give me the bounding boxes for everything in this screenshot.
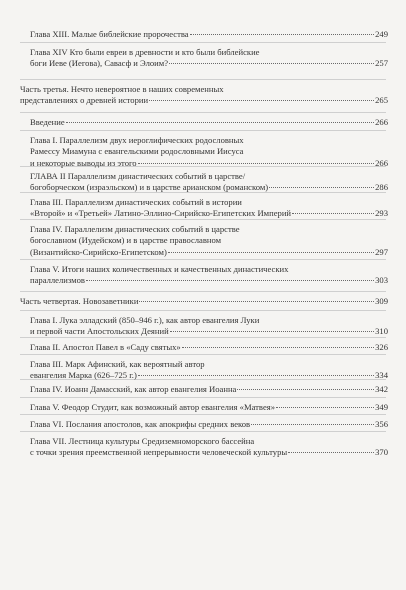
toc-entry[interactable] <box>30 436 388 459</box>
toc-entry-last-line <box>30 247 388 258</box>
toc-entry[interactable] <box>30 342 388 353</box>
toc-entry-title-line: представлениях о древней истории <box>20 95 149 106</box>
page-number: 310 <box>375 326 388 337</box>
toc-entry-title-line: Глава III. Параллелизм династических событий в истории <box>30 197 242 207</box>
toc-entry-title-line: Глава V. Итоги наших количественных и качественных династических <box>30 264 289 274</box>
separator-line <box>20 310 386 311</box>
dot-leader <box>237 389 374 390</box>
separator-line <box>20 431 386 432</box>
dot-leader <box>66 122 374 123</box>
toc-entry-title-line: богоборческом (израэльском) и в царстве арианском (романском) <box>30 182 269 193</box>
toc-entry-last-line <box>30 208 388 219</box>
toc-entry-last-line <box>30 182 388 193</box>
toc-entry-last-line <box>20 296 388 307</box>
dot-leader <box>86 280 374 281</box>
page-number: 342 <box>375 384 388 394</box>
toc-entry-last-line <box>30 117 388 128</box>
separator-line <box>20 354 386 355</box>
separator-line <box>20 130 386 131</box>
toc-entry-title-line: Глава VII. Лестница культуры Средиземноморского бассейна <box>30 436 255 446</box>
separator-line <box>20 291 386 292</box>
toc-entry[interactable] <box>30 29 388 40</box>
dot-leader <box>251 424 374 425</box>
toc-entry-last-line <box>30 158 388 169</box>
toc-entry[interactable] <box>30 419 388 430</box>
toc-entry-title-line: Глава XIV Кто были евреи в древности и кто были библейские <box>30 47 260 57</box>
toc-entry-title-line: (Византийско-Сирийско-Египетском) <box>30 246 167 257</box>
dot-leader <box>276 407 374 408</box>
page-number: 266 <box>375 157 388 168</box>
toc-entry-title-line: Глава I. Лука элладский (850–946 г.), как автор евангелия Луки <box>30 315 260 325</box>
page-number: 334 <box>375 370 388 381</box>
page-number: 293 <box>375 208 388 219</box>
toc-entry-last-line <box>30 29 388 40</box>
page-number: 297 <box>375 246 388 257</box>
page-number: 370 <box>375 447 388 458</box>
toc-entry[interactable] <box>30 117 388 128</box>
toc-entry-title-line: Часть четвертая. Новозаветники <box>20 296 139 306</box>
dot-leader <box>170 331 374 332</box>
toc-entry[interactable] <box>20 296 388 307</box>
dot-leader <box>139 301 374 302</box>
toc-entry-last-line <box>30 326 388 337</box>
toc-entry-title-line: Введение <box>30 117 65 127</box>
toc-entry-title-line: Глава II. Апостол Павел в «Саду святых» <box>30 342 181 352</box>
dot-leader <box>292 213 374 214</box>
page-number: 326 <box>375 342 388 352</box>
dot-leader <box>138 163 375 164</box>
toc-entry-last-line <box>30 384 388 395</box>
toc-entry-title-line: Глава XIII. Малые библейские пророчества <box>30 29 189 39</box>
separator-line <box>20 112 386 113</box>
toc-entry-title-line: Рамессу Миамуна с евангельскими родословными Иисуса <box>30 146 244 157</box>
toc-entry-last-line <box>30 402 388 413</box>
toc-entry-last-line <box>30 275 388 286</box>
toc-entry-title-line: Глава IV. Иоанн Дамасский, как автор евангелия Иоанна <box>30 384 237 394</box>
toc-entry[interactable] <box>30 171 388 194</box>
toc-entry-title-line: Глава IV. Параллелизм династических событий в царстве <box>30 224 240 234</box>
toc-entry[interactable] <box>30 315 388 338</box>
toc-entry[interactable] <box>30 402 388 413</box>
toc-entry[interactable] <box>30 384 388 395</box>
toc-entry-title-line: боги Иеве (Иегова), Савасф и Элоим? <box>30 58 169 69</box>
toc-entry[interactable] <box>20 84 388 107</box>
toc-entry-last-line <box>30 58 388 69</box>
toc-entry-last-line <box>20 95 388 106</box>
toc-entry-title-line: Глава I. Параллелизм двух иероглифических родословных <box>30 135 244 145</box>
toc-entry[interactable] <box>30 47 388 70</box>
page-number: 266 <box>375 117 388 127</box>
toc-entry-title-line: и некоторые выводы из этого <box>30 157 137 168</box>
toc-entry-title-line: и первой части Апостольских Деяний <box>30 326 169 337</box>
page-number: 349 <box>375 402 388 412</box>
separator-line <box>20 79 386 80</box>
toc-entry[interactable] <box>30 359 388 382</box>
toc-entry[interactable] <box>30 197 388 220</box>
toc-entry-title-line: Глава VI. Послания апостолов, как апокрифы средних веков <box>30 419 251 429</box>
page-number: 356 <box>375 419 388 429</box>
dot-leader <box>138 375 374 376</box>
toc-entry[interactable] <box>30 224 388 258</box>
dot-leader <box>288 452 374 453</box>
toc-entry-title-line: богославном (Иудейском) и в царстве православном <box>30 235 222 246</box>
page-number: 309 <box>375 296 388 306</box>
separator-line <box>20 414 386 415</box>
toc-entry-title-line: Глава III. Марк Афинский, как вероятный автор <box>30 359 205 369</box>
dot-leader <box>149 100 374 101</box>
toc-entry-title-line: «Второй» и «Третьей» Латино-Эллино-Сирийско-Египетских Империй <box>30 208 292 219</box>
separator-line <box>20 42 386 43</box>
dot-leader <box>182 347 374 348</box>
page-number: 303 <box>375 275 388 286</box>
toc-entry[interactable] <box>30 264 388 287</box>
toc-entry-title-line: с точки зрения преемственной непрерывности человеческой культуры <box>30 447 288 458</box>
toc-entry-title-line: Глава V. Феодор Студит, как возможный автор евангелия «Матвея» <box>30 402 276 412</box>
separator-line <box>20 259 386 260</box>
page-number: 265 <box>375 95 388 106</box>
dot-leader <box>190 34 375 35</box>
dot-leader <box>269 187 374 188</box>
page-number: 249 <box>375 29 388 39</box>
toc-entry-last-line <box>30 419 388 430</box>
toc-entry-title-line: евангелия Марка (626–725 г.) <box>30 370 137 381</box>
separator-line <box>20 397 386 398</box>
toc-entry-title-line: Часть третья. Нечто невероятное в наших современных <box>20 84 224 94</box>
dot-leader <box>168 252 374 253</box>
toc-entry-last-line <box>30 447 388 458</box>
toc-entry-last-line <box>30 370 388 381</box>
dot-leader <box>169 63 374 64</box>
toc-entry-title-line: ГЛАВА II Параллелизм династических событий в царстве/ <box>30 171 246 181</box>
toc-entry[interactable] <box>30 135 388 169</box>
page-number: 286 <box>375 182 388 193</box>
toc-entry-last-line <box>30 342 388 353</box>
toc-entry-title-line: параллелизмов <box>30 275 85 286</box>
page-number: 257 <box>375 58 388 69</box>
